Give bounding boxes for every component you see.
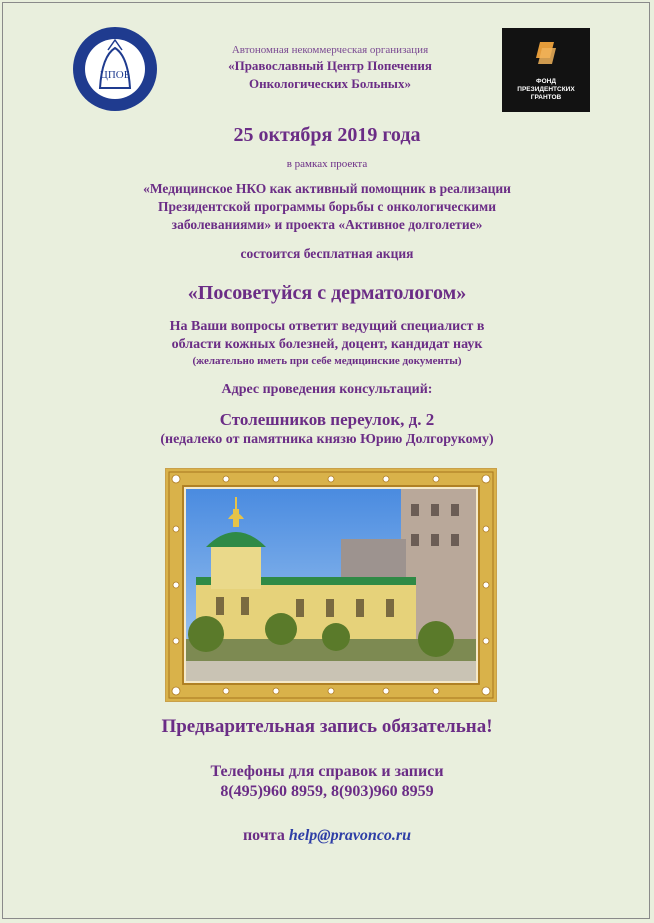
framework-text: в рамках проекта xyxy=(286,158,368,170)
phone-numbers[interactable]: 8(495)960 8959, 8(903)960 8959 xyxy=(220,783,434,800)
fpg-line1: ФОНД xyxy=(536,78,556,85)
project-line1: «Медицинское НКО как активный помощник в реализации xyxy=(143,181,511,196)
preregistration-notice: Предварительная запись обязательна! xyxy=(161,716,493,737)
logo-monogram: ЦПОБ xyxy=(99,69,131,81)
specialist-line1: На Ваши вопросы ответит ведущий специалист в xyxy=(169,319,485,334)
specialist-info xyxy=(0,318,654,368)
event-date: 25 октября 2019 года xyxy=(233,124,421,146)
project-description xyxy=(0,180,654,234)
organization-block xyxy=(180,44,480,92)
address: Столешников переулок, д. 2 xyxy=(219,410,435,429)
project-line2: Президентской программы борьбы с онкологическими xyxy=(157,199,497,214)
address-block xyxy=(0,410,654,450)
org-name-line2: Онкологических Больных» xyxy=(249,76,411,91)
church-photo xyxy=(186,489,476,681)
specialist-line2: области кожных болезней, доцент, кандидат наук xyxy=(171,337,483,352)
pcpob-logo xyxy=(72,26,158,112)
address-label: Адрес проведения консультаций: xyxy=(221,382,433,397)
email-link[interactable]: help@pravonco.ru xyxy=(288,827,412,844)
org-subtitle: Автономная некоммерческая организация xyxy=(231,44,429,56)
fpg-line2: ПРЕЗИДЕНТСКИХ xyxy=(517,86,575,93)
fpg-emblem-icon xyxy=(502,28,590,78)
phones-label: Телефоны для справок и записи xyxy=(210,763,444,780)
project-line3: заболеваниями» и проекта «Активное долголетие» xyxy=(171,217,483,232)
event-title: «Посоветуйся с дерматологом» xyxy=(187,282,467,304)
fpg-line3: ГРАНТОВ xyxy=(530,94,562,101)
phones-block xyxy=(0,762,654,802)
specialist-note: (желательно иметь при себе медицинские документы) xyxy=(192,355,462,367)
org-name-line1: «Православный Центр Попечения xyxy=(228,58,432,73)
fpg-text xyxy=(502,78,590,102)
email-label: почта xyxy=(242,827,285,844)
presidential-grants-logo xyxy=(502,28,590,112)
address-note: (недалеко от памятника князю Юрию Долгорукому) xyxy=(160,432,494,447)
event-intro: состоится бесплатная акция xyxy=(240,246,414,261)
email-block xyxy=(0,827,654,845)
